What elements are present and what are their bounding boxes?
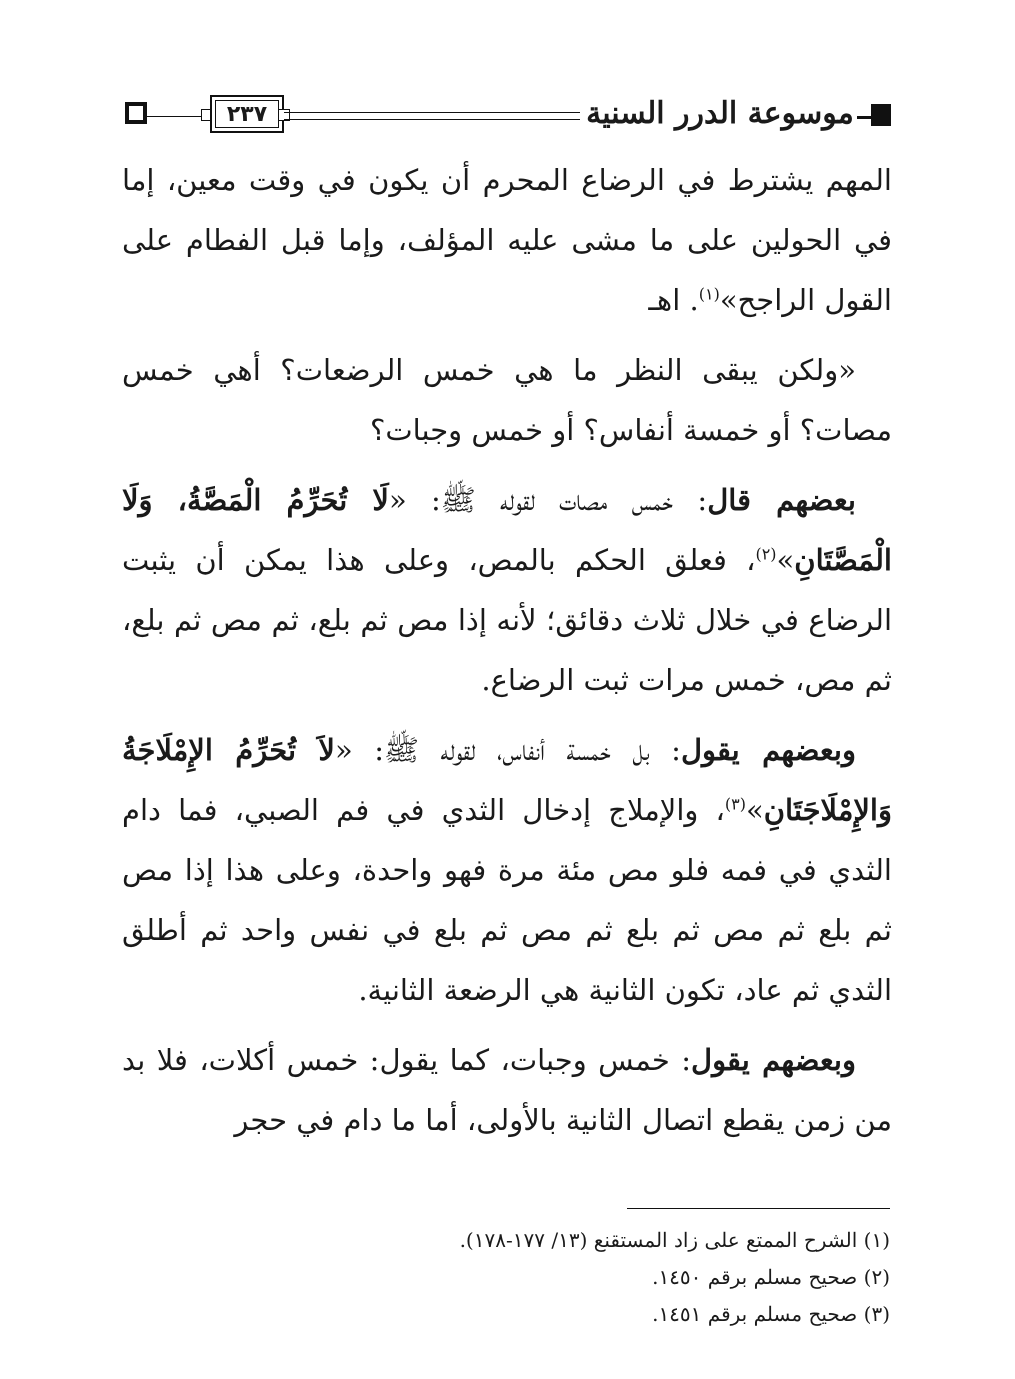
paragraph: «ولكن يبقى النظر ما هي خمس الرضعات؟ أهي خمس مصات؟ أو خمسة أنفاس؟ أو خمس وجبات؟ bbox=[122, 353, 892, 447]
hadith-text: لاَ تُحَرِّمُ الإِمْلَاجَةُ وَالإِمْلَاجَتَانِ bbox=[122, 733, 892, 827]
speaker-label: وبعضهم يقول bbox=[680, 733, 856, 767]
header-title: موسوعة الدرر السنية bbox=[586, 96, 854, 131]
header-ornament-square bbox=[871, 104, 891, 126]
footnote: (٢) صحيح مسلم برقم ١٤٥٠. bbox=[652, 1265, 890, 1289]
page-number: ٢٣٧ bbox=[210, 95, 284, 133]
paragraph: وبعضهم يقول: بل خمسة أنفاس، لقوله ﷺ: «لاَ تُحَرِّمُ الإِمْلَاجَةُ وَالإِمْلَاجَتَانِ»$^{(٣)}$، والإملاج إدخال الثدي في فم الصبي، فما دام الثدي في فمه فلو مص مئة مرة فهو واحدة، وعلى هذا إذا مص ثم بلع ثم مص ثم بلع ثم مص ثم بلع في نفس واحد ثم أطلق الثدي ثم عاد، تكون الثانية هي الرضعة الثانية. bbox=[122, 733, 892, 1007]
footnotes bbox=[122, 1222, 890, 1333]
footnote-ref: (٣) bbox=[724, 794, 746, 814]
speaker-label: بعضهم قال bbox=[707, 483, 856, 517]
header-rule-middle bbox=[284, 119, 580, 120]
paragraph: وبعضهم يقول: خمس وجبات، كما يقول: خمس أكلات، فلا بد من زمن يقطع اتصال الثانية بالأولى، أما ما دام في حجر bbox=[122, 1043, 892, 1137]
footnote: (٣) صحيح مسلم برقم ١٤٥١. bbox=[652, 1302, 890, 1326]
page-header bbox=[125, 92, 890, 138]
speaker-label: وبعضهم يقول bbox=[691, 1043, 856, 1077]
header-ornament-square bbox=[125, 102, 147, 124]
paragraph: المهم يشترط في الرضاع المحرم أن يكون في وقت معين، إما في الحولين على ما مشى عليه المؤلف، وإما قبل الفطام على القول الراجح»$^{(١)}$. اهـ bbox=[122, 163, 892, 317]
main-text bbox=[122, 150, 892, 1150]
footnote-ref: (٢) bbox=[755, 544, 777, 564]
footnote: (١) الشرح الممتع على زاد المستقنع (١٣/ ١٧٧-١٧٨). bbox=[459, 1228, 890, 1252]
paragraph: بعضهم قال: خمس مصات لقوله ﷺ: «لَا تُحَرِّمُ الْمَصَّةُ، وَلَا الْمَصَّتَانِ»$^{(٢)}$، فعلق الحكم بالمص، وعلى هذا يمكن أن يثبت الرضاع في خلال ثلاث دقائق؛ لأنه إذا مص ثم بلع، ثم مص ثم بلع، ثم مص، خمس مرات ثبت الرضاع. bbox=[122, 483, 892, 697]
footnote-ref: (١) bbox=[698, 284, 720, 304]
hadith-text: لَا تُحَرِّمُ الْمَصَّةُ، وَلَا الْمَصَّتَانِ bbox=[122, 483, 892, 577]
header-rule-right bbox=[857, 116, 871, 119]
footnote-separator bbox=[627, 1208, 890, 1209]
header-rule-middle bbox=[284, 112, 580, 113]
